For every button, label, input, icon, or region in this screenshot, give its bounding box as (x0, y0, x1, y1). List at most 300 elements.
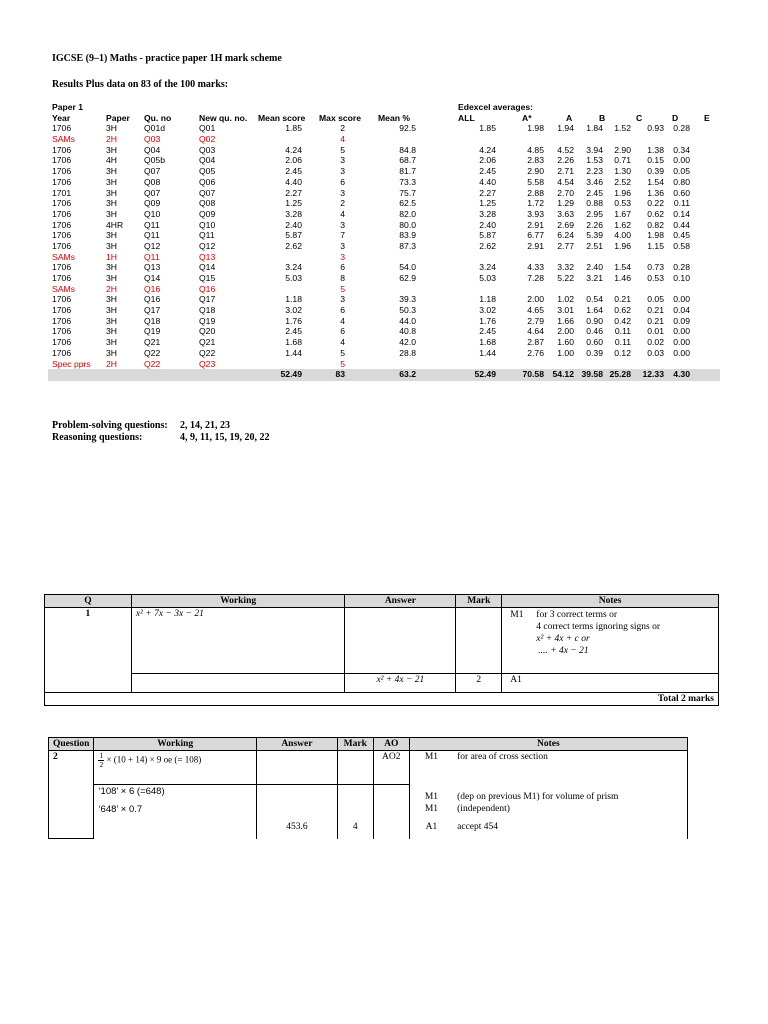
q2-working-3: ‘648’ × 0.7 (94, 803, 257, 821)
q1-answer: x² + 4x − 21 (345, 674, 456, 693)
cell-mean-pct: 81.7 (399, 166, 416, 177)
cell-avg-d: 0.03 (647, 347, 664, 358)
cell-avg-all: 4.24 (479, 144, 496, 155)
cell-avg-d: 0.02 (647, 337, 664, 348)
cell-mean-score: 2.45 (285, 326, 302, 337)
cell-year: Spec pprs (52, 358, 91, 369)
col-header: D (672, 112, 679, 123)
cell-qu-no: Q10 (144, 208, 161, 219)
cell-mean-score: 3.24 (285, 262, 302, 273)
cell-qu-no: Q18 (144, 315, 161, 326)
cell-avg-c: 0.11 (614, 326, 631, 337)
cell-mean-score: 4.40 (285, 176, 302, 187)
col-header: C (636, 112, 643, 123)
cell-avg-e: 0.00 (673, 347, 690, 358)
cell-mean-pct: 87.3 (399, 240, 416, 251)
cell-new-qu-no: Q23 (199, 358, 216, 369)
cell-year: 1706 (52, 166, 72, 177)
cell-paper: 2H (106, 283, 117, 294)
results-row (48, 273, 720, 284)
cell-new-qu-no: Q06 (199, 176, 216, 187)
total-avg-c: 25.28 (609, 369, 631, 380)
col-header: A (566, 112, 573, 123)
cell-avg-astar: 2.83 (527, 155, 544, 166)
cell-max-score: 2 (340, 123, 345, 134)
cell-avg-e: 0.60 (673, 187, 690, 198)
results-row (48, 284, 720, 295)
cell-new-qu-no: Q01 (199, 123, 216, 134)
cell-avg-a: 1.66 (557, 315, 574, 326)
q2-header-mark: Mark (337, 738, 373, 751)
cell-year: 1706 (52, 294, 72, 305)
cell-avg-astar: 2.76 (527, 347, 544, 358)
cell-avg-c: 1.96 (614, 240, 631, 251)
q2-code: M1 (409, 803, 453, 821)
results-row (48, 305, 720, 316)
cell-avg-a: 2.00 (557, 326, 574, 337)
cell-paper: 3H (106, 240, 117, 251)
cell-avg-e: 0.00 (673, 337, 690, 348)
cell-qu-no: Q01d (144, 123, 166, 134)
cell-qu-no: Q19 (144, 326, 161, 337)
cell-year: 1706 (52, 326, 72, 337)
cell-avg-b: 1.84 (586, 123, 603, 134)
results-row (48, 134, 720, 145)
cell-avg-e: 0.00 (673, 326, 690, 337)
results-row (48, 209, 720, 220)
cell-avg-d: 0.01 (647, 326, 664, 337)
cell-avg-a: 1.94 (557, 123, 574, 134)
q2-note: (independent) (453, 803, 687, 821)
cell-avg-d: 1.98 (647, 230, 664, 241)
q2-mark: 4 (337, 821, 373, 839)
edexcel-label: Edexcel averages: (458, 102, 534, 112)
q2-note: (dep on previous M1) for volume of prism (453, 785, 687, 803)
cell-avg-all: 1.18 (479, 294, 496, 305)
q2-note: for area of cross section (453, 751, 687, 785)
q2-header-answer: Answer (256, 738, 337, 751)
cell-avg-e: 0.34 (673, 144, 690, 155)
total-avg-astar: 70.58 (522, 369, 544, 380)
q2-header-working: Working (94, 738, 257, 751)
cell-avg-b: 1.64 (586, 305, 603, 316)
results-row (48, 359, 720, 370)
q2-header-question: Question (49, 738, 94, 751)
cell-avg-e: 0.11 (673, 198, 690, 209)
cell-avg-b: 2.26 (586, 219, 603, 230)
cell-qu-no: Q12 (144, 240, 161, 251)
cell-avg-c: 1.30 (614, 166, 631, 177)
q2-note: accept 454 (453, 821, 687, 839)
cell-avg-all: 1.85 (479, 123, 496, 134)
cell-max-score: 3 (340, 155, 345, 166)
cell-mean-pct: 92.5 (399, 123, 416, 134)
cell-max-score: 6 (340, 176, 345, 187)
q1-mark-scheme-table (44, 594, 719, 706)
cell-new-qu-no: Q07 (199, 187, 216, 198)
cell-year: 1706 (52, 262, 72, 273)
cell-year: SAMs (52, 251, 75, 262)
cell-year: 1706 (52, 155, 72, 166)
col-header: Mean % (378, 112, 410, 123)
cell-avg-e: 0.00 (673, 155, 690, 166)
cell-avg-e: 0.09 (673, 315, 690, 326)
total-avg-e: 4.30 (673, 369, 690, 380)
cell-new-qu-no: Q10 (199, 219, 216, 230)
cell-avg-a: 2.26 (557, 155, 574, 166)
cell-paper: 3H (106, 230, 117, 241)
q2-working-1: × (10 + 14) × 9 oe (= 108) (106, 754, 202, 765)
q1-note-line: for 3 correct terms or (536, 610, 617, 620)
cell-avg-all: 1.68 (479, 337, 496, 348)
cell-max-score: 8 (340, 273, 345, 283)
cell-year: SAMs (52, 283, 75, 294)
cell-avg-c: 2.52 (614, 176, 631, 187)
cell-paper: 3H (106, 315, 117, 326)
col-header: Qu. no (144, 112, 172, 123)
cell-avg-d: 0.53 (647, 273, 664, 283)
cell-avg-a: 6.24 (557, 230, 574, 241)
cell-max-score: 4 (340, 208, 345, 219)
cell-paper: 3H (106, 166, 117, 177)
cell-new-qu-no: Q20 (199, 326, 216, 337)
cell-avg-c: 0.71 (614, 155, 631, 166)
total-avg-b: 39.58 (581, 369, 603, 380)
cell-avg-e: 0.80 (673, 176, 690, 187)
col-header: A* (522, 112, 532, 123)
cell-avg-c: 0.11 (614, 337, 631, 348)
cell-new-qu-no: Q16 (199, 283, 216, 294)
cell-mean-pct: 28.8 (399, 347, 416, 358)
cell-new-qu-no: Q11 (199, 230, 215, 241)
question-types (52, 420, 269, 444)
cell-new-qu-no: Q02 (199, 134, 216, 145)
results-row (48, 252, 720, 263)
cell-avg-all: 2.40 (479, 219, 496, 230)
col-header: Mean score (258, 112, 306, 123)
cell-mean-score: 1.25 (285, 198, 302, 209)
cell-avg-a: 1.00 (557, 347, 574, 358)
cell-max-score: 7 (340, 230, 345, 241)
results-row (48, 220, 720, 231)
cell-max-score: 4 (340, 337, 345, 348)
cell-mean-score: 2.40 (285, 219, 302, 230)
cell-year: 1706 (52, 347, 72, 358)
cell-mean-score: 1.68 (285, 337, 302, 348)
cell-new-qu-no: Q12 (199, 240, 216, 251)
cell-avg-e: 0.28 (673, 262, 690, 273)
cell-mean-pct: 80.0 (399, 219, 416, 230)
cell-avg-astar: 3.93 (527, 208, 544, 219)
cell-qu-no: Q16 (144, 283, 161, 294)
cell-avg-a: 1.02 (557, 294, 574, 305)
results-row (48, 198, 720, 209)
total-avg-d: 12.33 (642, 369, 664, 380)
cell-max-score: 3 (340, 240, 345, 251)
cell-avg-c: 2.90 (614, 144, 631, 155)
q1-note-line: 4 correct terms ignoring signs or (536, 622, 661, 632)
cell-avg-c: 1.96 (614, 187, 631, 198)
cell-new-qu-no: Q17 (199, 294, 216, 305)
cell-max-score: 6 (340, 305, 345, 316)
col-header: B (599, 112, 606, 123)
results-row (48, 262, 720, 273)
col-header: Max score (319, 112, 362, 123)
cell-paper: 3H (106, 144, 117, 155)
cell-paper: 3H (106, 305, 117, 316)
cell-max-score: 4 (340, 134, 345, 145)
cell-avg-c: 4.00 (614, 230, 631, 241)
cell-new-qu-no: Q21 (199, 337, 216, 348)
cell-qu-no: Q13 (144, 262, 161, 273)
cell-avg-b: 2.51 (586, 240, 603, 251)
cell-mean-pct: 44.0 (399, 315, 416, 326)
cell-mean-pct: 73.3 (399, 176, 416, 187)
col-header: E (704, 112, 710, 123)
cell-mean-score: 1.18 (285, 294, 302, 305)
cell-avg-d: 0.21 (647, 305, 664, 316)
cell-mean-pct: 39.3 (399, 294, 416, 305)
cell-mean-pct: 62.5 (399, 198, 416, 209)
cell-avg-e: 0.45 (673, 230, 690, 241)
cell-year: 1706 (52, 176, 72, 187)
cell-avg-a: 5.22 (557, 273, 574, 283)
cell-avg-a: 4.52 (557, 144, 574, 155)
cell-avg-b: 0.39 (586, 347, 603, 358)
results-row (48, 155, 720, 166)
cell-avg-b: 0.88 (586, 198, 603, 209)
cell-avg-c: 0.53 (614, 198, 631, 209)
cell-avg-astar: 4.64 (527, 326, 544, 337)
results-row (48, 316, 720, 327)
cell-avg-c: 1.67 (614, 208, 631, 219)
cell-new-qu-no: Q04 (199, 155, 216, 166)
cell-mean-pct: 40.8 (399, 326, 416, 337)
problem-solving-value: 2, 14, 21, 23 (180, 420, 230, 431)
cell-avg-d: 1.36 (647, 187, 664, 198)
cell-avg-b: 0.90 (586, 315, 603, 326)
cell-avg-astar: 5.58 (527, 176, 544, 187)
cell-year: 1706 (52, 198, 72, 209)
cell-year: 1706 (52, 219, 72, 230)
cell-paper: 3H (106, 187, 117, 198)
cell-year: 1706 (52, 144, 72, 155)
half-fraction (98, 752, 104, 769)
cell-avg-all: 2.45 (479, 166, 496, 177)
cell-avg-c: 1.52 (614, 123, 631, 134)
cell-avg-all: 1.76 (479, 315, 496, 326)
paper-label: Paper 1 (52, 102, 84, 112)
results-row (48, 326, 720, 337)
cell-avg-a: 3.01 (557, 305, 574, 316)
cell-avg-d: 0.62 (647, 208, 664, 219)
results-header-row (48, 113, 720, 124)
cell-avg-astar: 6.77 (527, 230, 544, 241)
results-row (48, 188, 720, 199)
cell-max-score: 3 (340, 166, 345, 177)
cell-new-qu-no: Q08 (199, 198, 216, 209)
cell-avg-a: 4.54 (557, 176, 574, 187)
cell-avg-astar: 2.90 (527, 166, 544, 177)
cell-max-score: 5 (340, 358, 345, 369)
cell-qu-no: Q05b (144, 155, 166, 166)
results-row (48, 241, 720, 252)
q2-code: M1 (409, 751, 453, 785)
cell-qu-no: Q07 (144, 187, 161, 198)
cell-mean-score: 3.28 (285, 208, 302, 219)
cell-mean-pct: 82.0 (399, 208, 416, 219)
q1-notes-code: M1 (510, 610, 524, 620)
cell-avg-e: 0.04 (673, 305, 690, 316)
results-row (48, 294, 720, 305)
cell-avg-b: 2.23 (586, 166, 603, 177)
cell-avg-all: 1.25 (479, 198, 496, 209)
cell-max-score: 3 (340, 294, 345, 305)
cell-avg-all: 2.27 (479, 187, 496, 198)
q2-mark-scheme-table (48, 737, 688, 839)
page-title: IGCSE (9–1) Maths - practice paper 1H mark scheme (52, 53, 282, 64)
cell-mean-pct: 83.9 (399, 230, 416, 241)
cell-mean-pct: 62.9 (399, 273, 416, 283)
cell-mean-score: 5.03 (285, 273, 302, 283)
q1-header-notes: Notes (502, 595, 719, 608)
cell-max-score: 6 (340, 262, 345, 273)
cell-mean-score: 2.06 (285, 155, 302, 166)
cell-avg-b: 1.53 (586, 155, 603, 166)
cell-avg-c: 0.62 (614, 305, 631, 316)
cell-paper: 3H (106, 347, 117, 358)
cell-avg-d: 0.05 (647, 294, 664, 305)
reasoning-label: Reasoning questions: (52, 432, 143, 443)
cell-avg-astar: 2.88 (527, 187, 544, 198)
cell-avg-d: 0.15 (647, 155, 664, 166)
cell-mean-score: 5.87 (285, 230, 302, 241)
q2-working-2: ‘108’ × 6 (=648) (94, 785, 257, 803)
cell-qu-no: Q14 (144, 273, 161, 283)
cell-avg-a: 1.29 (557, 198, 574, 209)
cell-avg-all: 5.87 (479, 230, 496, 241)
cell-avg-b: 0.60 (586, 337, 603, 348)
q2-answer: 453.6 (256, 821, 337, 839)
q1-total: Total 2 marks (45, 693, 719, 706)
cell-avg-a: 2.69 (557, 219, 574, 230)
cell-avg-all: 1.44 (479, 347, 496, 358)
cell-qu-no: Q11 (144, 230, 160, 241)
q1-note-line: x² + 4x + c or (536, 634, 590, 644)
cell-paper: 3H (106, 262, 117, 273)
cell-new-qu-no: Q09 (199, 208, 216, 219)
results-row (48, 230, 720, 241)
cell-avg-d: 0.22 (647, 198, 664, 209)
cell-qu-no: Q11 (144, 219, 160, 230)
results-total-row (48, 369, 720, 381)
q1-header-mark: Mark (456, 595, 502, 608)
cell-paper: 3H (106, 176, 117, 187)
cell-avg-d: 0.82 (647, 219, 664, 230)
cell-avg-c: 1.62 (614, 219, 631, 230)
cell-paper: 2H (106, 358, 117, 369)
cell-avg-b: 2.40 (586, 262, 603, 273)
cell-mean-pct: 84.8 (399, 144, 416, 155)
cell-avg-all: 2.45 (479, 326, 496, 337)
cell-paper: 3H (106, 337, 117, 348)
total-mean-score: 52.49 (280, 369, 302, 380)
cell-new-qu-no: Q19 (199, 315, 216, 326)
cell-avg-astar: 2.00 (527, 294, 544, 305)
cell-avg-astar: 2.79 (527, 315, 544, 326)
cell-max-score: 5 (340, 283, 345, 294)
cell-qu-no: Q16 (144, 294, 161, 305)
cell-avg-astar: 1.98 (527, 123, 544, 134)
cell-max-score: 5 (340, 347, 345, 358)
cell-avg-c: 0.21 (614, 294, 631, 305)
cell-year: 1706 (52, 240, 72, 251)
cell-avg-b: 0.46 (586, 326, 603, 337)
cell-avg-a: 3.63 (557, 208, 574, 219)
cell-avg-d: 1.38 (647, 144, 664, 155)
cell-max-score: 3 (340, 251, 345, 262)
cell-avg-astar: 1.72 (527, 198, 544, 209)
q2-code: M1 (409, 785, 453, 803)
cell-mean-pct: 50.3 (399, 305, 416, 316)
cell-new-qu-no: Q14 (199, 262, 216, 273)
cell-year: 1701 (52, 187, 72, 198)
cell-avg-all: 5.03 (479, 273, 496, 283)
col-header: Year (52, 112, 71, 123)
cell-avg-astar: 2.87 (527, 337, 544, 348)
cell-mean-score: 4.24 (285, 144, 302, 155)
total-avg-a: 54.12 (552, 369, 574, 380)
cell-avg-all: 2.06 (479, 155, 496, 166)
cell-avg-e: 0.05 (673, 166, 690, 177)
cell-avg-d: 0.21 (647, 315, 664, 326)
q2-code: A1 (409, 821, 453, 839)
cell-paper: 2H (106, 134, 117, 145)
cell-avg-all: 2.62 (479, 240, 496, 251)
cell-paper: 4HR (106, 219, 124, 230)
cell-avg-b: 2.45 (586, 187, 603, 198)
results-row (48, 177, 720, 188)
q1-mark: 2 (456, 674, 502, 693)
cell-new-qu-no: Q03 (199, 144, 216, 155)
cell-qu-no: Q17 (144, 305, 161, 316)
cell-avg-astar: 2.91 (527, 219, 544, 230)
cell-paper: 1H (106, 251, 117, 262)
cell-max-score: 5 (340, 144, 345, 155)
cell-qu-no: Q04 (144, 144, 161, 155)
total-mean-pct: 63.2 (399, 369, 416, 380)
cell-avg-e: 0.00 (673, 294, 690, 305)
cell-avg-e: 0.28 (673, 123, 690, 134)
cell-avg-all: 4.40 (479, 176, 496, 187)
cell-paper: 4H (106, 155, 117, 166)
q1-final-code: A1 (502, 674, 719, 693)
total-max-score: 83 (335, 369, 345, 380)
fraction-numerator: 1 (99, 751, 104, 760)
cell-qu-no: Q03 (144, 134, 161, 145)
cell-avg-e: 0.10 (673, 273, 690, 283)
cell-paper: 3H (106, 123, 117, 134)
q1-note-line: .... + 4x − 21 (538, 646, 589, 656)
cell-qu-no: Q22 (144, 358, 161, 369)
results-row (48, 166, 720, 177)
cell-avg-astar: 4.33 (527, 262, 544, 273)
col-header: New qu. no. (199, 112, 248, 123)
cell-qu-no: Q09 (144, 198, 161, 209)
problem-solving-label: Problem-solving questions: (52, 420, 168, 431)
cell-mean-score: 2.27 (285, 187, 302, 198)
cell-paper: 3H (106, 326, 117, 337)
